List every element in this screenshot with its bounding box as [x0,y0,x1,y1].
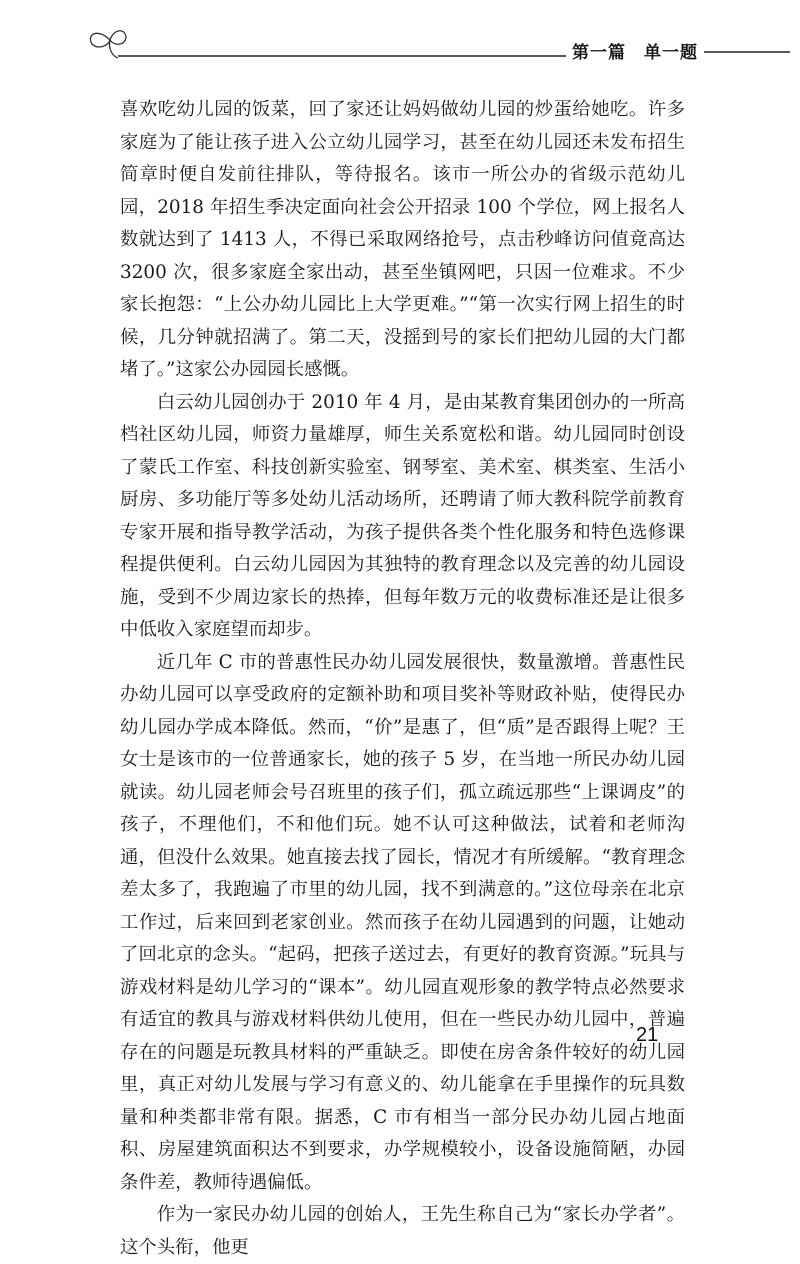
paragraph-founder: 作为一家民办幼儿园的创始人，王先生称自己为“家长办学者”。这个头衔，他更 [120,1204,685,1258]
section-title: 第一篇 单一题 [566,38,704,63]
page-number: 21 [636,1024,659,1046]
article-body [120,94,685,1264]
paragraph-c-city: 近几年 C 市的普惠性民办幼儿园发展很快，数量激增。普惠性民办幼儿园可以享受政府的定额补助和项目奖补等财政补贴，使得民办幼儿园办学成本降低。然而，“价”是惠了，但“质”是否跟得上呢？王女士是该市的一位普通家长，她的孩子 5 岁，在当地一所民办幼儿园就读。幼儿园老师会号召班里的孩子们，孤立疏远那些“上课调皮”的孩子，不理他们，不和他们玩。她不认可这种做法，试着和老师沟通，但没什么效果。她直接去找了园长，情况才有所缓解。“教育理念差太多了，我跑遍了市里的幼儿园，找不到满意的。”这位母亲在北京工作过，后来回到老家创业。然而孩子在幼儿园遇到的问题，让她动了回北京的念头。“起码，把孩子送过去，有更好的教育资源。”玩具与游戏材料是幼儿学习的“课本”。幼儿园直观形象的教学特点必然要求有适宜的教具与游戏材料供幼儿使用，但在一些民办幼儿园中，普遍存在的问题是玩教具材料的严重缺乏。即使在房舍条件较好的幼儿园里，真正对幼儿发展与学习有意义的、幼儿能拿在手里操作的玩具数量和种类都非常有限。据悉，C 市有相当一部分民办幼儿园占地面积、房屋建筑面积达不到要求，办学规模较小，设备设施简陋，办园条件差，教师待遇偏低。 [120,651,685,1193]
leaf-ornament-icon [90,31,126,58]
running-header [0,0,800,80]
paragraph-continued: 喜欢吃幼儿园的饭菜，回了家还让妈妈做幼儿园的炒蛋给她吃。许多家庭为了能让孩子进入公立幼儿园学习，甚至在幼儿园还未发布招生简章时便自发前往排队，等待报名。该市一所公办的省级示范幼儿园，2018 年招生季决定面向社会公开招录 100 个学位，网上报名人数就达到了 1413 人，不得已采取网络抢号，点击秒峰访问值竟高达 3200 次，很多家庭全家出动，甚至坐镇网吧，只因一位难求。不少家长抱怨：“上公办幼儿园比上大学更难。”“第一次实行网上招生的时候，几分钟就招满了。第二天，没摇到号的家长们把幼儿园的大门都堵了。”这家公办园园长感慨。 [120,99,685,380]
paragraph-baiyun: 白云幼儿园创办于 2010 年 4 月，是由某教育集团创办的一所高档社区幼儿园，师资力量雄厚，师生关系宽松和谐。幼儿园同时创设了蒙氏工作室、科技创新实验室、钢琴室、美术室、棋类室、生活小厨房、多功能厅等多处幼儿活动场所，还聘请了师大教科院学前教育专家开展和指导教学活动，为孩子提供各类个性化服务和特色选修课程提供便利。白云幼儿园因为其独特的教育理念以及完善的幼儿园设施，受到不少周边家长的热捧，但每年数万元的收费标准还是让很多中低收入家庭望而却步。 [120,391,685,640]
